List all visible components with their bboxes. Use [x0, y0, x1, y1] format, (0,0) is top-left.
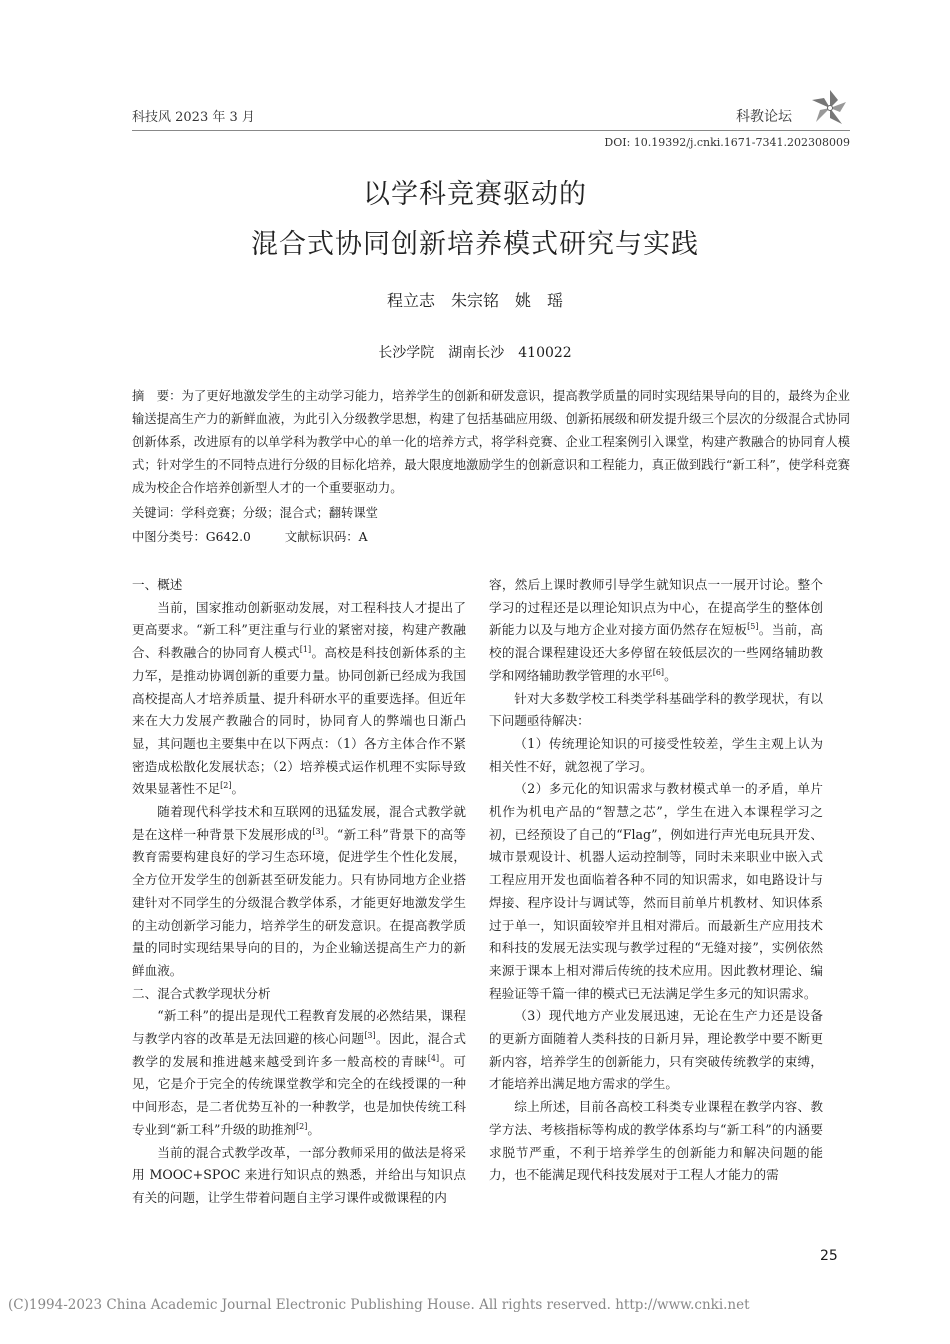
clc-number: 中图分类号：G642.0	[132, 530, 251, 544]
page-number: 25	[820, 1248, 838, 1264]
right-column	[489, 574, 823, 1187]
header-rule	[132, 130, 850, 131]
paragraph: 随着现代科学技术和互联网的迅猛发展，混合式教学就是在这样一种背景下发展形成的[3]。“新工科”背景下的高等教育需要构建良好的学习生态环境，促进学生个性化发展，全方位开发学生的创新甚至研发能力。只有协同地方企业搭建针对不同学生的分级混合教学体系，才能更好地激发学生的主动创新学习能力，培养学生的研发意识。在提高教学质量的同时实现结果导向的目的，为企业输送提高生产力的新鲜血液。	[132, 804, 466, 978]
classification	[132, 527, 401, 545]
copyright-footer: (C)1994-2023 China Academic Journal Electronic Publishing House. All rights reserved. http://www.cnki.net	[8, 1297, 750, 1313]
pinwheel-logo-icon	[808, 86, 852, 130]
paragraph: 针对大多数学校工科类学科基础学科的教学现状，有以下问题亟待解决：	[489, 690, 823, 729]
section-name: 科教论坛	[736, 109, 792, 125]
doi: DOI: 10.19392/j.cnki.1671-7341.202308009	[604, 136, 850, 149]
abstract-label: 摘 要：	[132, 389, 182, 403]
paragraph: （2）多元化的知识需求与教材模式单一的矛盾，单片机作为机电产品的“智慧之芯”，学生在进入本课程学习之初，已经预设了自己的“Flag”，例如进行声光电玩具开发、城市景观设计、机器人运动控制等，同时未来职业中嵌入式工程应用开发也面临着各种不同的知识需求，如电路设计与焊接、程序设计与调试等，然而目前单片机教材、知识体系过于单一，知识面较窄并且相对滞后。而最新生产应用技术和科技的发展无法实现与教学过程的“无缝对接”，实例依然来源于课本上相对滞后传统的技术应用。因此教材理论、编程验证等千篇一律的模式已无法满足学生多元的知识需求。	[489, 781, 823, 1001]
section-heading-2: 二、混合式教学现状分析	[132, 985, 271, 1001]
citation: [3]	[312, 826, 324, 836]
paragraph: 容，然后上课时教师引导学生就知识点一一展开讨论。整个学习的过程还是以理论知识点为中心，在提高学生的整体创新能力以及与地方企业对接方面仍然存在短板[5]。当前，高校的混合课程建设还大多停留在较低层次的一些网络辅助教学和网络辅助教学管理的水平[6]。	[489, 577, 823, 683]
affiliation: 长沙学院 湖南长沙 410022	[378, 345, 572, 361]
paragraph: 综上所述，目前各高校工科类专业课程在教学内容、教学方法、考核指标等构成的教学体系均与“新工科”的内涵要求脱节严重，不利于培养学生的创新能力和解决问题的能力，也不能满足现代科技发展对于工程人才能力的需	[489, 1099, 823, 1183]
citation: [1]	[299, 644, 312, 654]
keywords: 关键词：学科竞赛；分级；混合式；翻转课堂	[132, 506, 378, 520]
paragraph: （3）现代地方产业发展迅速，无论在生产力还是设备的更新方面随着人类科技的日新月异，理论教学中要不断更新内容，培养学生的创新能力，只有突破传统教学的束缚，才能培养出满足地方需求的学生。	[489, 1008, 823, 1092]
paragraph: “新工科”的提出是现代工程教育发展的必然结果，课程与教学内容的改革是无法回避的核心问题[3]。因此，混合式教学的发展和推进越来越受到许多一般高校的青睐[4]。可见，它是介于完全的传统课堂教学和完全的在线授课的一种中间形态，是二者优势互补的一种教学，也是加快传统工科专业到“新工科”升级的助推剂[2]。	[132, 1008, 467, 1137]
citation: [4]	[427, 1053, 440, 1063]
paragraph: 当前的混合式教学改革，一部分教师采用的做法是将采用 MOOC+SPOC 来进行知识点的熟悉，并给出与知识点有关的问题，让学生带着问题自主学习课件或微课程的内	[132, 1144, 466, 1205]
left-column	[132, 574, 466, 1210]
title-line-1: 以学科竞赛驱动的	[363, 179, 587, 210]
citation: [3]	[364, 1030, 376, 1040]
abstract-text: 为了更好地激发学生的主动学习能力，培养学生的创新和研发意识，提高教学质量的同时实现结果导向的目的，最终为企业输送提高生产力的新鲜血液，为此引入分级教学思想，构建了包括基础应用级、创新拓展级和研发提升级三个层次的分级混合式协同创新体系，改进原有的以单学科为教学中心的单一化的培养方式，将学科竞赛、企业工程案例引入课堂，构建产教融合的协同育人模式；针对学生的不同特点进行分级的目标化培养，最大限度地激励学生的创新意识和工程能力，真正做到践行“新工科”，使学科竞赛成为校企合作培养创新型人才的一个重要驱动力。	[132, 389, 850, 495]
title-line-2: 混合式协同创新培养模式研究与实践	[251, 229, 699, 260]
document-code: 文献标识码：A	[284, 530, 368, 544]
paragraph: 当前，国家推动创新驱动发展，对工程科技人才提出了更高要求。“新工科”更注重与行业的紧密对接，构建产教融合、科教融合的协同育人模式[1]。高校是科技创新体系的主力军，是推动协调创新的重要力量。协同创新已经成为我国高校提高人才培养质量、提升科研水平的重要选择。但近年来在大力发展产教融合的同时，协同育人的弊端也日渐凸显，其问题也主要集中在以下两点：（1）各方主体合作不紧密造成松散化发展状态；（2）培养模式运作机理不实际导致效果显著性不足[2]。	[132, 599, 466, 797]
authors: 程立志 朱宗铭 姚 瑶	[386, 291, 563, 310]
paragraph: （1）传统理论知识的可接受性较差，学生主观上认为相关性不好，就忽视了学习。	[489, 735, 823, 774]
citation: [2]	[296, 1121, 308, 1131]
abstract	[132, 385, 850, 500]
citation: [2]	[220, 781, 232, 791]
citation: [5]	[747, 622, 759, 632]
journal-issue: 科技风 2023 年 3 月	[132, 110, 255, 125]
citation: [6]	[652, 667, 665, 677]
section-heading-1: 一、概述	[132, 577, 183, 592]
